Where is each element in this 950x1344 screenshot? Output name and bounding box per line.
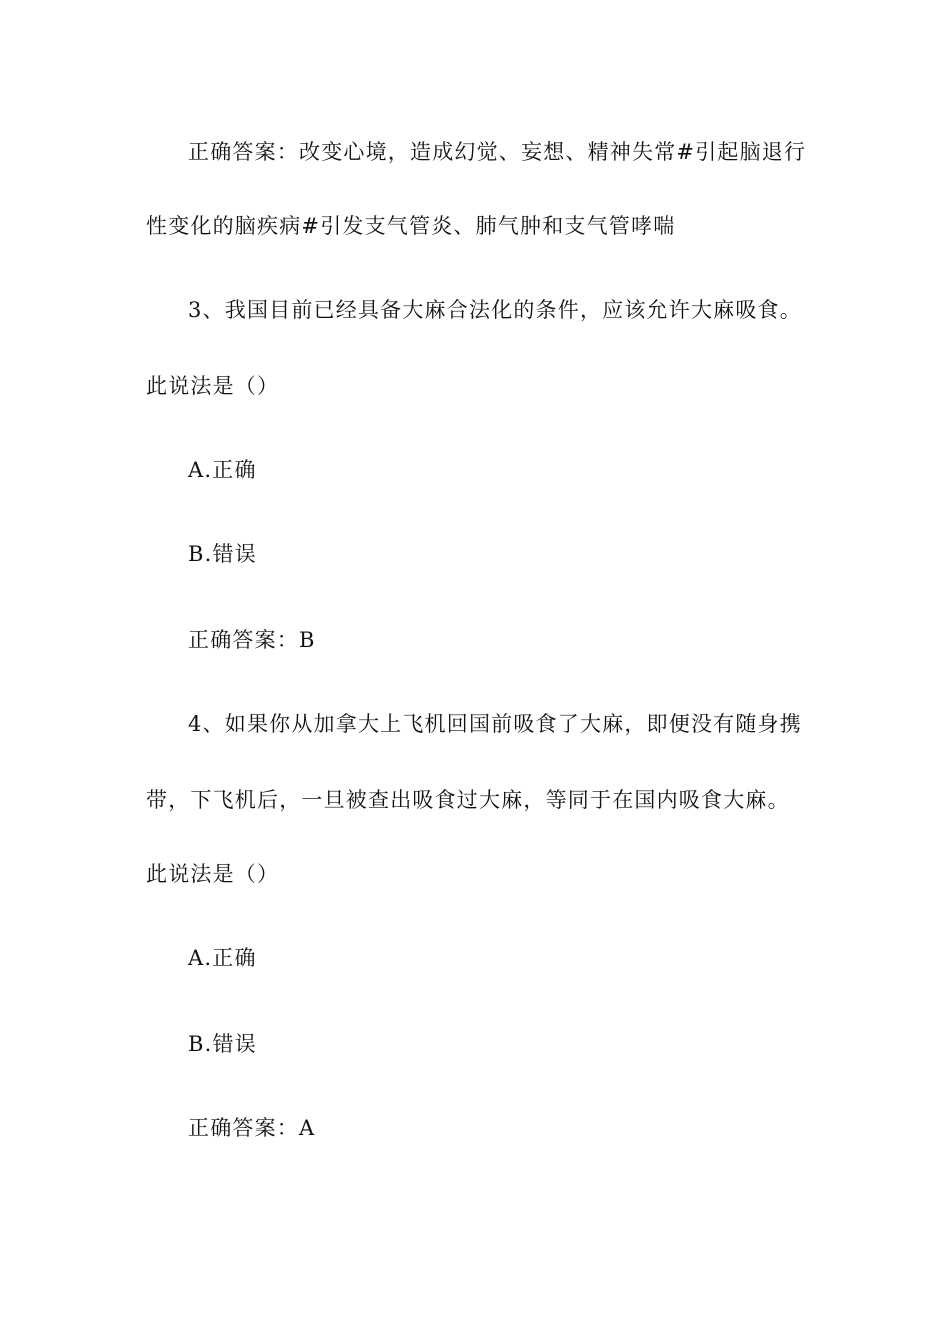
question-3-line-1: 3、我国目前已经具备大麻合法化的条件，应该允许大麻吸食。 [188, 298, 802, 322]
answer-2-line-2: 性变化的脑疾病#引发支气管炎、肺气肿和支气管哮喘 [146, 214, 676, 238]
answer-2-line-1: 正确答案：改变心境，造成幻觉、妄想、精神失常#引起脑退行 [188, 140, 807, 164]
question-3-option-a: A.正确 [188, 458, 257, 482]
question-3-option-b: B.错误 [188, 542, 257, 566]
question-4-line-2: 带，下飞机后，一旦被查出吸食过大麻，等同于在国内吸食大麻。 [146, 788, 790, 812]
question-4-line-1: 4、如果你从加拿大上飞机回国前吸食了大麻，即便没有随身携 [188, 712, 802, 736]
question-4-option-b: B.错误 [188, 1032, 257, 1056]
question-4-option-a: A.正确 [188, 946, 257, 970]
question-3-line-2: 此说法是（） [146, 374, 280, 398]
question-4-line-3: 此说法是（） [146, 862, 280, 886]
question-3-answer: 正确答案：B [188, 628, 316, 652]
question-4-answer: 正确答案：A [188, 1116, 316, 1140]
